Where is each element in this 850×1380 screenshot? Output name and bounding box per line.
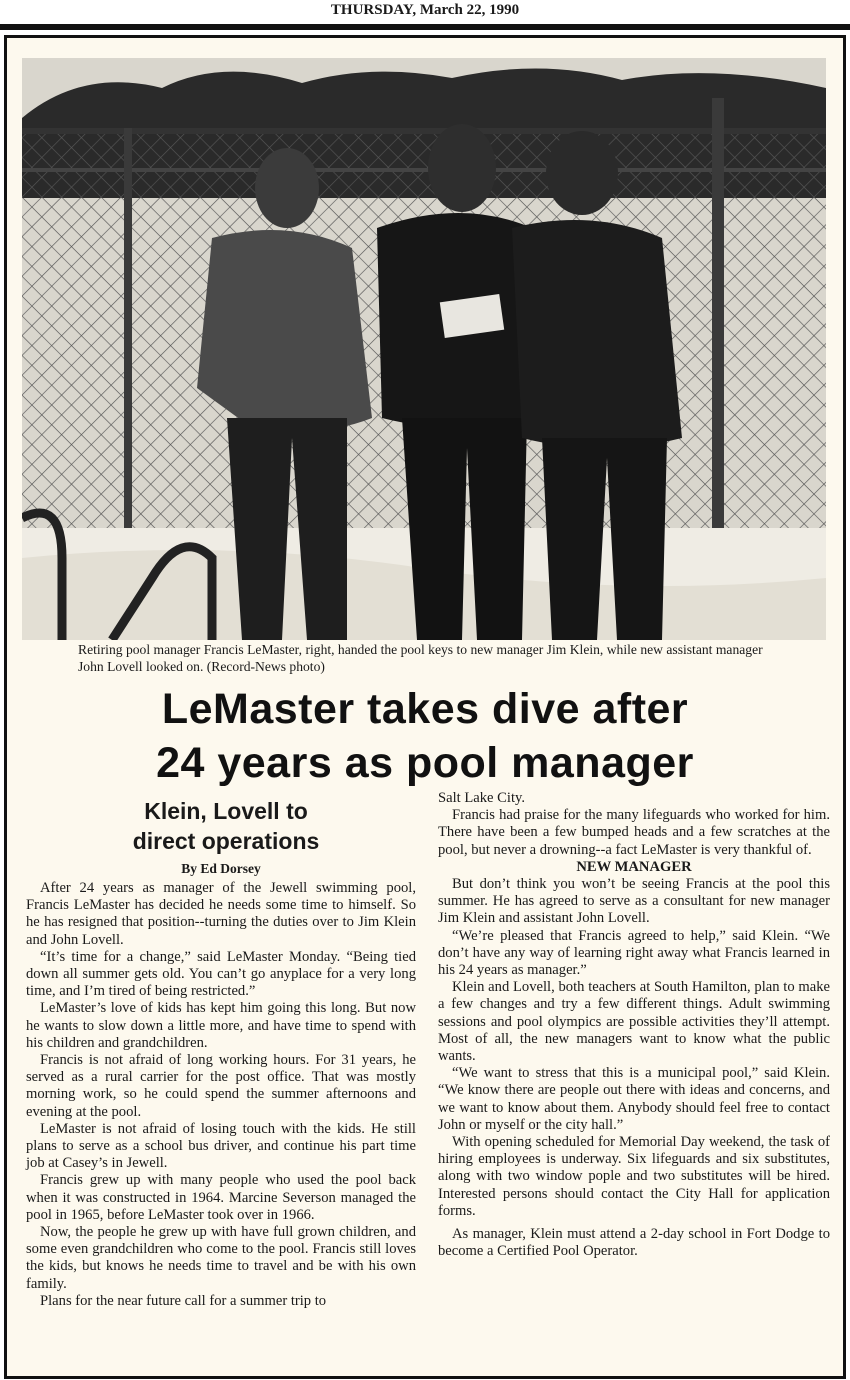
- news-photo: [22, 58, 826, 640]
- paragraph: “We want to stress that this is a municipal pool,” said Klein. “We know there are people out there with ideas and concerns, and we want to know about them. Anybody should feel free to contact John or myself or the city hall.”: [438, 1065, 830, 1133]
- section-heading: NEW MANAGER: [576, 858, 692, 875]
- paragraph: Francis is not afraid of long working hours. For 31 years, he served as a rural carrier for the post office. That was mostly morning work, so he could spend the summer afternoons and evening at the pool.: [26, 1052, 416, 1120]
- headline: [10, 682, 840, 790]
- headline-line-2: 24 years as pool manager: [156, 739, 694, 787]
- photo-caption: Retiring pool manager Francis LeMaster, right, handed the pool keys to new manager Jim Klein, while new assistant manager John Lovell looked on. (Record-News photo): [78, 642, 763, 674]
- article-column-left: [26, 880, 416, 1310]
- paragraph: After 24 years as manager of the Jewell swimming pool, Francis LeMaster has decided he needs some time to himself. So he has resigned that position--turning the duties over to Jim Klein and John Lovell.: [26, 880, 416, 948]
- top-rule: [0, 24, 850, 30]
- byline: By Ed Dorsey: [181, 861, 261, 876]
- paragraph: “It’s time for a change,” said LeMaster Monday. “Being tied down all summer gets old. You can’t go anyplace for a very long time, and I’m tired of being restricted.”: [26, 948, 416, 1000]
- paragraph: “We’re pleased that Francis agreed to help,” said Klein. “We don’t have any way of learning right away what Francis learned in his 24 years as manager.”: [438, 927, 830, 979]
- paragraph: With opening scheduled for Memorial Day weekend, the task of hiring employees is underway. Six lifeguards and six substitutes, along with two window pople and two substitutes will be hired. Interested persons should contact the City Hall for application forms.: [438, 1134, 830, 1219]
- headline-line-1: LeMaster takes dive after: [161, 685, 689, 733]
- paragraph: LeMaster is not afraid of losing touch with the kids. He still plans to serve as a school bus driver, and continue his part time job at Casey’s in Jewell.: [26, 1120, 416, 1172]
- paragraph-continuation: Salt Lake City.: [438, 790, 526, 806]
- paragraph: Francis grew up with many people who used the pool back when it was constructed in 1964. Marcine Severson managed the pool in 1965, before LeMaster took over in 1966.: [26, 1172, 416, 1223]
- paragraph: LeMaster’s love of kids has kept him going this long. But now he wants to slow down a little more, and have time to spend with his children and grandchildren.: [26, 1000, 416, 1051]
- article-column-right: [438, 790, 830, 1260]
- subheadline-line-2: direct operations: [132, 828, 320, 854]
- paragraph: Now, the people he grew up with have full grown children, and some even grandchildren who come to the pool. Francis still loves the kids, but knows he needs time to travel and be with his own family.: [26, 1224, 416, 1292]
- subheadline-line-1: Klein, Lovell to: [144, 798, 308, 824]
- paragraph: Plans for the near future call for a summer trip to: [40, 1292, 327, 1309]
- photo-illustration: [22, 58, 826, 640]
- dateline: THURSDAY, March 22, 1990: [330, 2, 520, 18]
- paragraph: As manager, Klein must attend a 2-day school in Fort Dodge to become a Certified Pool Operator.: [438, 1226, 830, 1260]
- paragraph: Francis had praise for the many lifeguards who worked for him. There have been a few bumped heads and a few scratches at the pool, but never a drowning--a fact LeMaster is very thankful of.: [438, 807, 830, 858]
- subheadline: [26, 796, 426, 856]
- paragraph: But don’t think you won’t be seeing Francis at the pool this summer. He has agreed to serve as a consultant for new manager Jim Klein and assistant John Lovell.: [438, 876, 830, 927]
- paragraph: Klein and Lovell, both teachers at South Hamilton, plan to make a few changes and try a few different things. Adult swimming sessions and pool olympics are possible activities they’ll attempt. Most of all, the new managers want to know what the public wants.: [438, 979, 830, 1065]
